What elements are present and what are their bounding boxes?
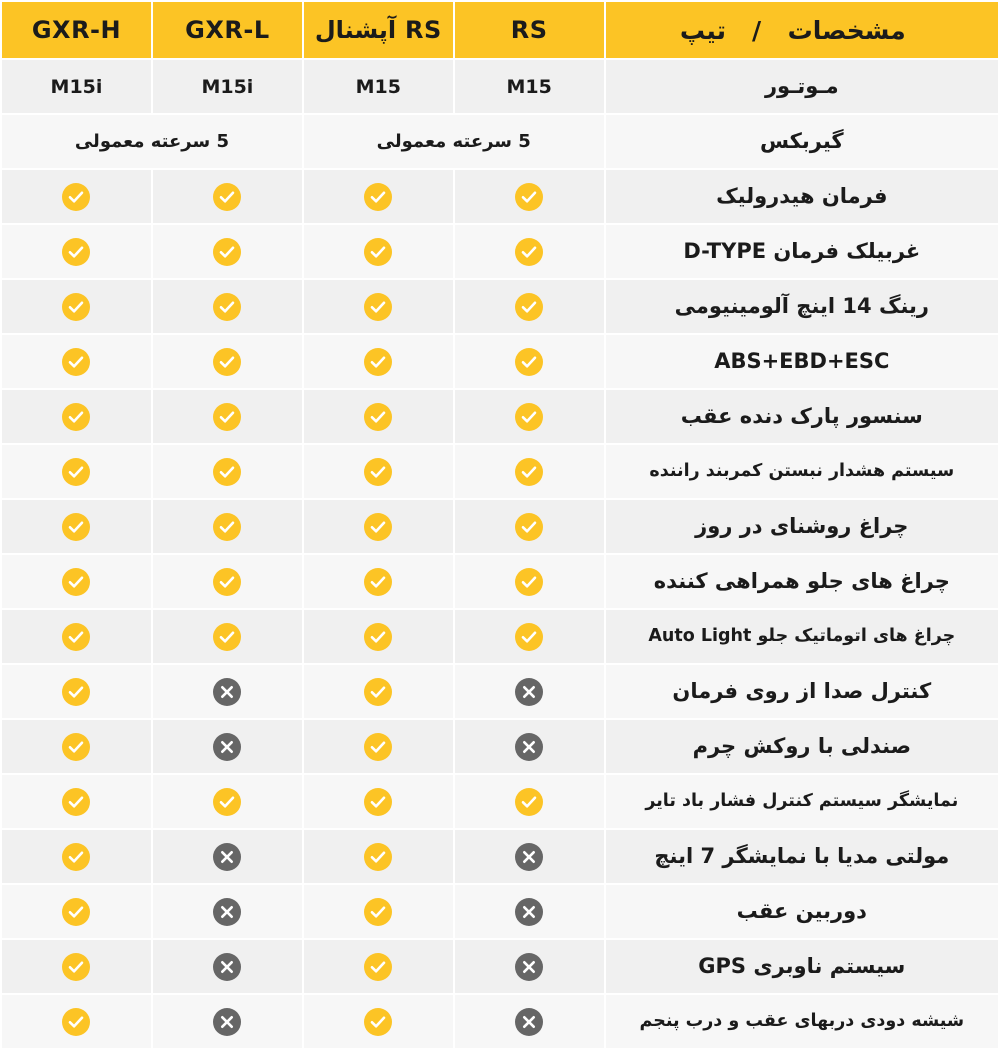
header-type-label: تیپ — [679, 15, 726, 45]
spec-status-cell — [153, 280, 302, 333]
check-circle-icon — [515, 458, 543, 486]
spec-status-cell — [153, 445, 302, 498]
table-row — [2, 885, 998, 938]
table-row — [2, 225, 998, 278]
row-label: چراغ های اتوماتیک جلو Auto Light — [606, 610, 998, 663]
spec-status-cell — [2, 170, 151, 223]
row-label: مـوتـور — [606, 60, 998, 113]
table-row — [2, 445, 998, 498]
check-circle-icon — [62, 238, 90, 266]
spec-status-cell — [455, 665, 604, 718]
header-column-3: GXR-L — [153, 2, 302, 58]
spec-status-cell — [153, 940, 302, 993]
spec-status-cell — [455, 720, 604, 773]
check-circle-icon — [364, 293, 392, 321]
spec-value-cell: M15i — [2, 60, 151, 113]
table-row — [2, 335, 998, 388]
check-circle-icon — [62, 733, 90, 761]
cross-circle-icon — [213, 843, 241, 871]
table-row — [2, 830, 998, 883]
check-circle-icon — [213, 348, 241, 376]
spec-status-cell — [2, 280, 151, 333]
spec-status-cell — [304, 995, 453, 1048]
table-row — [2, 170, 998, 223]
header-label-cell — [606, 2, 998, 58]
check-circle-icon — [364, 843, 392, 871]
spec-status-cell — [304, 830, 453, 883]
spec-status-cell — [304, 170, 453, 223]
spec-status-cell — [304, 500, 453, 553]
header-column-1: RS — [455, 2, 604, 58]
row-label: غربیلک فرمان D-TYPE — [606, 225, 998, 278]
check-circle-icon — [364, 898, 392, 926]
header-column-4: GXR-H — [2, 2, 151, 58]
check-circle-icon — [364, 568, 392, 596]
spec-status-cell — [2, 500, 151, 553]
row-label: شیشه دودی دربهای عقب و درب پنجم — [606, 995, 998, 1048]
spec-status-cell — [2, 555, 151, 608]
check-circle-icon — [62, 843, 90, 871]
row-label: چراغ روشنای در روز — [606, 500, 998, 553]
check-circle-icon — [515, 403, 543, 431]
table-row — [2, 610, 998, 663]
spec-status-cell — [455, 885, 604, 938]
spec-value-cell: M15i — [153, 60, 302, 113]
spec-status-cell — [304, 225, 453, 278]
table-row — [2, 775, 998, 828]
row-label: نمایشگر سیستم کنترل فشار باد تایر — [606, 775, 998, 828]
check-circle-icon — [62, 898, 90, 926]
spec-status-cell — [153, 225, 302, 278]
check-circle-icon — [515, 568, 543, 596]
check-circle-icon — [213, 293, 241, 321]
check-circle-icon — [364, 678, 392, 706]
spec-status-cell — [455, 775, 604, 828]
check-circle-icon — [364, 238, 392, 266]
gearbox-value-cell: 5 سرعته معمولی — [2, 115, 302, 168]
cross-circle-icon — [515, 733, 543, 761]
check-circle-icon — [515, 623, 543, 651]
check-circle-icon — [62, 1008, 90, 1036]
check-circle-icon — [364, 348, 392, 376]
check-circle-icon — [515, 293, 543, 321]
spec-status-cell — [2, 335, 151, 388]
table-row — [2, 280, 998, 333]
cross-circle-icon — [213, 733, 241, 761]
check-circle-icon — [62, 293, 90, 321]
check-circle-icon — [62, 788, 90, 816]
table-row — [2, 115, 998, 168]
spec-status-cell — [153, 170, 302, 223]
check-circle-icon — [62, 568, 90, 596]
check-circle-icon — [364, 733, 392, 761]
spec-status-cell — [304, 940, 453, 993]
check-circle-icon — [62, 513, 90, 541]
cross-circle-icon — [515, 953, 543, 981]
check-circle-icon — [515, 513, 543, 541]
spec-status-cell — [2, 610, 151, 663]
check-circle-icon — [62, 403, 90, 431]
check-circle-icon — [515, 788, 543, 816]
spec-status-cell — [304, 885, 453, 938]
spec-status-cell — [153, 995, 302, 1048]
spec-status-cell — [153, 500, 302, 553]
row-label: صندلی با روکش چرم — [606, 720, 998, 773]
spec-status-cell — [153, 555, 302, 608]
check-circle-icon — [364, 1008, 392, 1036]
check-circle-icon — [213, 238, 241, 266]
check-circle-icon — [62, 458, 90, 486]
spec-status-cell — [2, 775, 151, 828]
gearbox-value-cell: 5 سرعته معمولی — [304, 115, 604, 168]
spec-status-cell — [304, 610, 453, 663]
spec-status-cell — [2, 940, 151, 993]
spec-status-cell — [455, 995, 604, 1048]
spec-status-cell — [455, 280, 604, 333]
cross-circle-icon — [213, 1008, 241, 1036]
check-circle-icon — [62, 953, 90, 981]
spec-status-cell — [153, 720, 302, 773]
spec-status-cell — [455, 225, 604, 278]
spec-status-cell — [153, 885, 302, 938]
spec-status-cell — [455, 445, 604, 498]
check-circle-icon — [213, 623, 241, 651]
spec-status-cell — [153, 390, 302, 443]
header-column-2: RS آپشنال — [304, 2, 453, 58]
spec-status-cell — [2, 720, 151, 773]
spec-status-cell — [304, 665, 453, 718]
spec-status-cell — [153, 775, 302, 828]
header-spec-label: مشخصات — [787, 15, 906, 45]
check-circle-icon — [364, 183, 392, 211]
spec-status-cell — [2, 225, 151, 278]
spec-status-cell — [455, 335, 604, 388]
table-row — [2, 995, 998, 1048]
spec-status-cell — [455, 170, 604, 223]
spec-value-cell: M15 — [455, 60, 604, 113]
check-circle-icon — [364, 513, 392, 541]
table-row — [2, 720, 998, 773]
check-circle-icon — [515, 348, 543, 376]
table-row — [2, 500, 998, 553]
check-circle-icon — [213, 183, 241, 211]
row-label: دوربین عقب — [606, 885, 998, 938]
spec-status-cell — [2, 885, 151, 938]
table-row — [2, 555, 998, 608]
row-label: سیستم ناوبری GPS — [606, 940, 998, 993]
spec-status-cell — [153, 610, 302, 663]
spec-status-cell — [455, 500, 604, 553]
spec-status-cell — [455, 390, 604, 443]
row-label: سیستم هشدار نبستن کمربند راننده — [606, 445, 998, 498]
check-circle-icon — [213, 458, 241, 486]
table-row — [2, 940, 998, 993]
spec-status-cell — [304, 280, 453, 333]
spec-status-cell — [304, 390, 453, 443]
cross-circle-icon — [515, 678, 543, 706]
spec-status-cell — [304, 555, 453, 608]
check-circle-icon — [515, 238, 543, 266]
spec-status-cell — [455, 610, 604, 663]
row-label: فرمان هیدرولیک — [606, 170, 998, 223]
table-row — [2, 60, 998, 113]
table-header-row — [2, 2, 998, 58]
check-circle-icon — [364, 623, 392, 651]
check-circle-icon — [62, 183, 90, 211]
spec-status-cell — [455, 555, 604, 608]
check-circle-icon — [364, 403, 392, 431]
spec-status-cell — [2, 390, 151, 443]
row-label: گیربکس — [606, 115, 998, 168]
row-label: کنترل صدا از روی فرمان — [606, 665, 998, 718]
check-circle-icon — [213, 788, 241, 816]
check-circle-icon — [364, 458, 392, 486]
cross-circle-icon — [213, 898, 241, 926]
spec-status-cell — [455, 830, 604, 883]
cross-circle-icon — [515, 898, 543, 926]
row-label: مولتی مدیا با نمایشگر 7 اینچ — [606, 830, 998, 883]
row-label: ABS+EBD+ESC — [606, 335, 998, 388]
cross-circle-icon — [515, 843, 543, 871]
spec-value-cell: M15 — [304, 60, 453, 113]
spec-status-cell — [304, 720, 453, 773]
cross-circle-icon — [515, 1008, 543, 1036]
row-label: رینگ 14 اینچ آلومینیومی — [606, 280, 998, 333]
cross-circle-icon — [213, 953, 241, 981]
check-circle-icon — [213, 403, 241, 431]
spec-status-cell — [455, 940, 604, 993]
spec-status-cell — [2, 830, 151, 883]
header-separator: / — [751, 15, 762, 45]
row-label: چراغ های جلو همراهی کننده — [606, 555, 998, 608]
table-row — [2, 665, 998, 718]
spec-status-cell — [304, 445, 453, 498]
table-row — [2, 390, 998, 443]
spec-status-cell — [304, 335, 453, 388]
check-circle-icon — [515, 183, 543, 211]
row-label: سنسور پارک دنده عقب — [606, 390, 998, 443]
check-circle-icon — [62, 678, 90, 706]
check-circle-icon — [213, 513, 241, 541]
spec-status-cell — [2, 665, 151, 718]
check-circle-icon — [62, 623, 90, 651]
spec-status-cell — [153, 830, 302, 883]
check-circle-icon — [364, 788, 392, 816]
cross-circle-icon — [213, 678, 241, 706]
spec-status-cell — [304, 775, 453, 828]
spec-status-cell — [153, 335, 302, 388]
spec-status-cell — [2, 445, 151, 498]
check-circle-icon — [364, 953, 392, 981]
check-circle-icon — [62, 348, 90, 376]
spec-status-cell — [2, 995, 151, 1048]
spec-status-cell — [153, 665, 302, 718]
check-circle-icon — [213, 568, 241, 596]
